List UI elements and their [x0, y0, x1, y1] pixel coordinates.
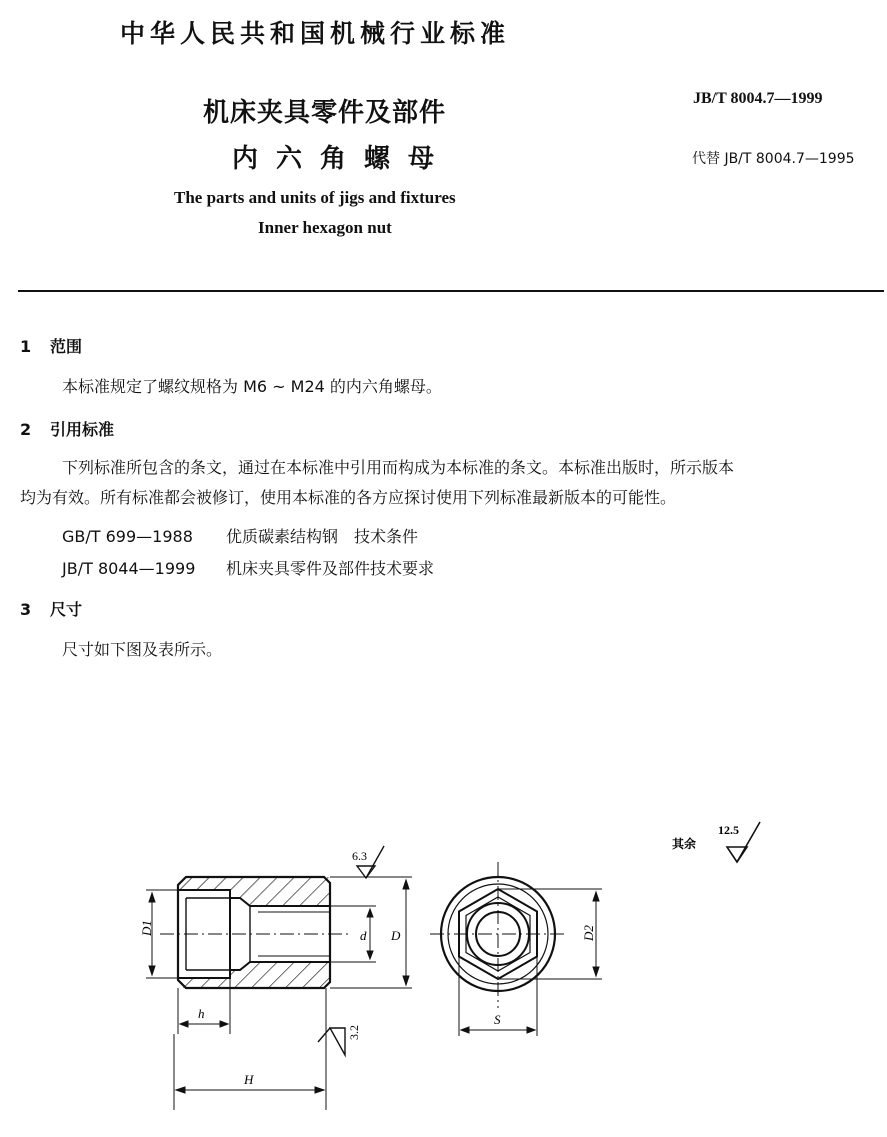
- section-1-title: 范围: [50, 337, 83, 356]
- section-3-title: 尺寸: [50, 600, 83, 619]
- dim-label-d: d: [360, 928, 367, 943]
- dim-label-outer-d: D: [391, 928, 401, 943]
- section-1-number: 1: [20, 337, 32, 356]
- section-3-body: 尺寸如下图及表所示。: [62, 640, 223, 659]
- issuing-body-header: 中华人民共和国机械行业标准: [120, 19, 511, 48]
- dimension-total-h: [174, 988, 326, 1110]
- reference-name: 优质碳素结构钢 技术条件: [226, 527, 419, 546]
- title-cn-line2: 内六角螺母: [232, 144, 453, 174]
- section-1-body: 本标准规定了螺纹规格为 M6 ~ M24 的内六角螺母。: [62, 377, 442, 396]
- dim-label-d2: D2: [581, 925, 596, 941]
- section-2-number: 2: [20, 420, 32, 439]
- reference-code: GB/T 699—1988: [62, 527, 193, 546]
- replaced-standard: 代替 JB/T 8004.7—1995: [692, 151, 855, 167]
- dim-label-total-h: H: [244, 1072, 254, 1087]
- section-2-title: 引用标准: [50, 420, 115, 439]
- dim-label-h: h: [198, 1006, 205, 1021]
- rest-roughness-value: 12.5: [718, 823, 739, 837]
- section-2-body-line2: 均为有效。所有标准都会被修订，使用本标准的各方应探讨使用下列标准最新版本的可能性。: [20, 488, 677, 507]
- reference-name: 机床夹具零件及部件技术要求: [226, 559, 435, 578]
- side-section-view: [160, 877, 348, 988]
- title-en-line1: The parts and units of jigs and fixtures: [174, 188, 456, 207]
- title-en-line2: Inner hexagon nut: [258, 218, 392, 237]
- section-3-number: 3: [20, 600, 32, 619]
- dim-label-s: S: [494, 1012, 501, 1027]
- end-view: [430, 862, 566, 1008]
- dim-label-d1: D1: [139, 920, 154, 936]
- roughness-bottom-value: 3.2: [347, 1025, 361, 1040]
- roughness-bottom-icon: [318, 1028, 345, 1055]
- reference-code: JB/T 8044—1999: [62, 559, 196, 578]
- title-cn-line1: 机床夹具零件及部件: [203, 98, 447, 128]
- section-2-body-line1: 下列标准所包含的条文，通过在本标准中引用而构成为本标准的条文。本标准出版时，所示版本: [62, 458, 735, 477]
- rest-roughness-label: 其余: [672, 837, 697, 851]
- standard-code: JB/T 8004.7—1999: [693, 90, 823, 107]
- roughness-top-value: 6.3: [352, 849, 367, 863]
